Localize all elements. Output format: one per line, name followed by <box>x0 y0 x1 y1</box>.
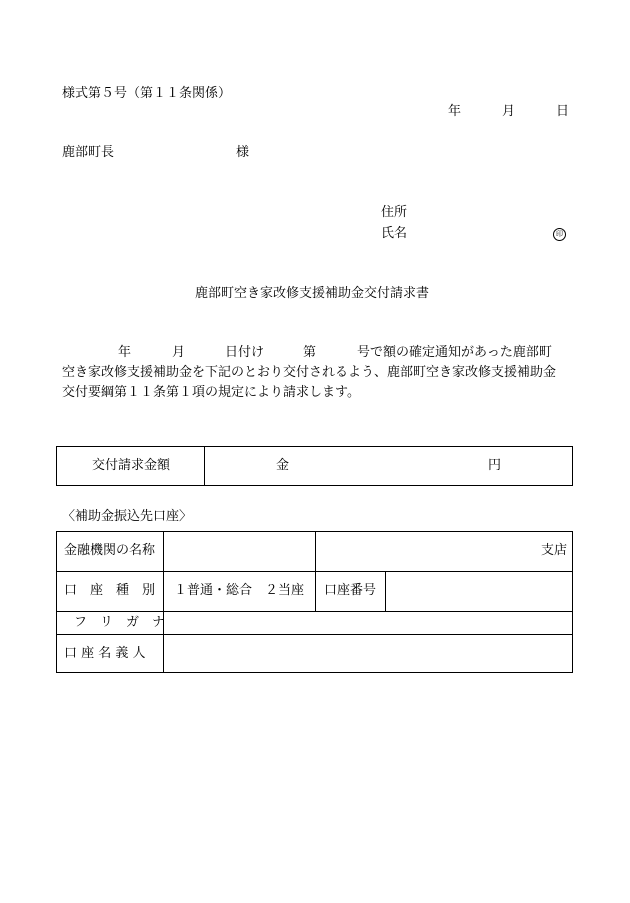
body-line-1-end: 号で額の確定通知があった鹿部町 <box>357 345 552 360</box>
amount-prefix: 金 <box>276 458 290 473</box>
account-type-value: １普通・総合 ２当座 <box>174 583 305 598</box>
bank-table-row-line <box>56 634 573 635</box>
bank-table-middle-divider <box>315 531 316 611</box>
account-type-label: 口 座 種 別 <box>64 583 156 598</box>
account-number-label: 口座番号 <box>324 583 377 598</box>
body-line-3: 交付要綱第１１条第１項の規定により請求します。 <box>62 385 360 400</box>
amount-unit: 円 <box>488 458 502 473</box>
institution-label: 金融機関の名称 <box>64 543 156 558</box>
date-year-label: 年 <box>448 104 462 119</box>
ref-year: 年 <box>118 345 132 360</box>
form-number: 様式第５号（第１１条関係） <box>62 86 232 101</box>
ref-month: 月 <box>172 345 186 360</box>
bank-section-title: 〈補助金振込先口座〉 <box>62 509 193 524</box>
branch-suffix: 支店 <box>541 543 568 558</box>
addressee-honorific: 様 <box>236 145 250 160</box>
bank-table-row-line <box>56 611 573 612</box>
seal-mark: 印 <box>553 228 566 241</box>
address-label: 住所 <box>381 205 408 220</box>
bank-table-account-number-divider <box>385 571 386 611</box>
date-day-label: 日 <box>556 104 570 119</box>
amount-table-divider <box>204 446 205 486</box>
document-title: 鹿部町空き家改修支援補助金交付請求書 <box>195 286 430 301</box>
addressee-name: 鹿部町長 <box>62 145 115 160</box>
date-month-label: 月 <box>502 104 516 119</box>
ref-day: 日付け <box>225 345 265 360</box>
body-line-2: 空き家改修支援補助金を下記のとおり交付されるよう、鹿部町空き家改修支援補助金 <box>62 365 557 380</box>
ref-number-prefix: 第 <box>303 345 317 360</box>
bank-table-label-divider <box>163 531 164 673</box>
furigana-label: フ リ ガ ナ <box>74 615 166 630</box>
account-holder-label: 口 座 名 義 人 <box>64 646 146 661</box>
amount-label: 交付請求金額 <box>92 458 171 473</box>
name-label: 氏名 <box>381 226 408 241</box>
